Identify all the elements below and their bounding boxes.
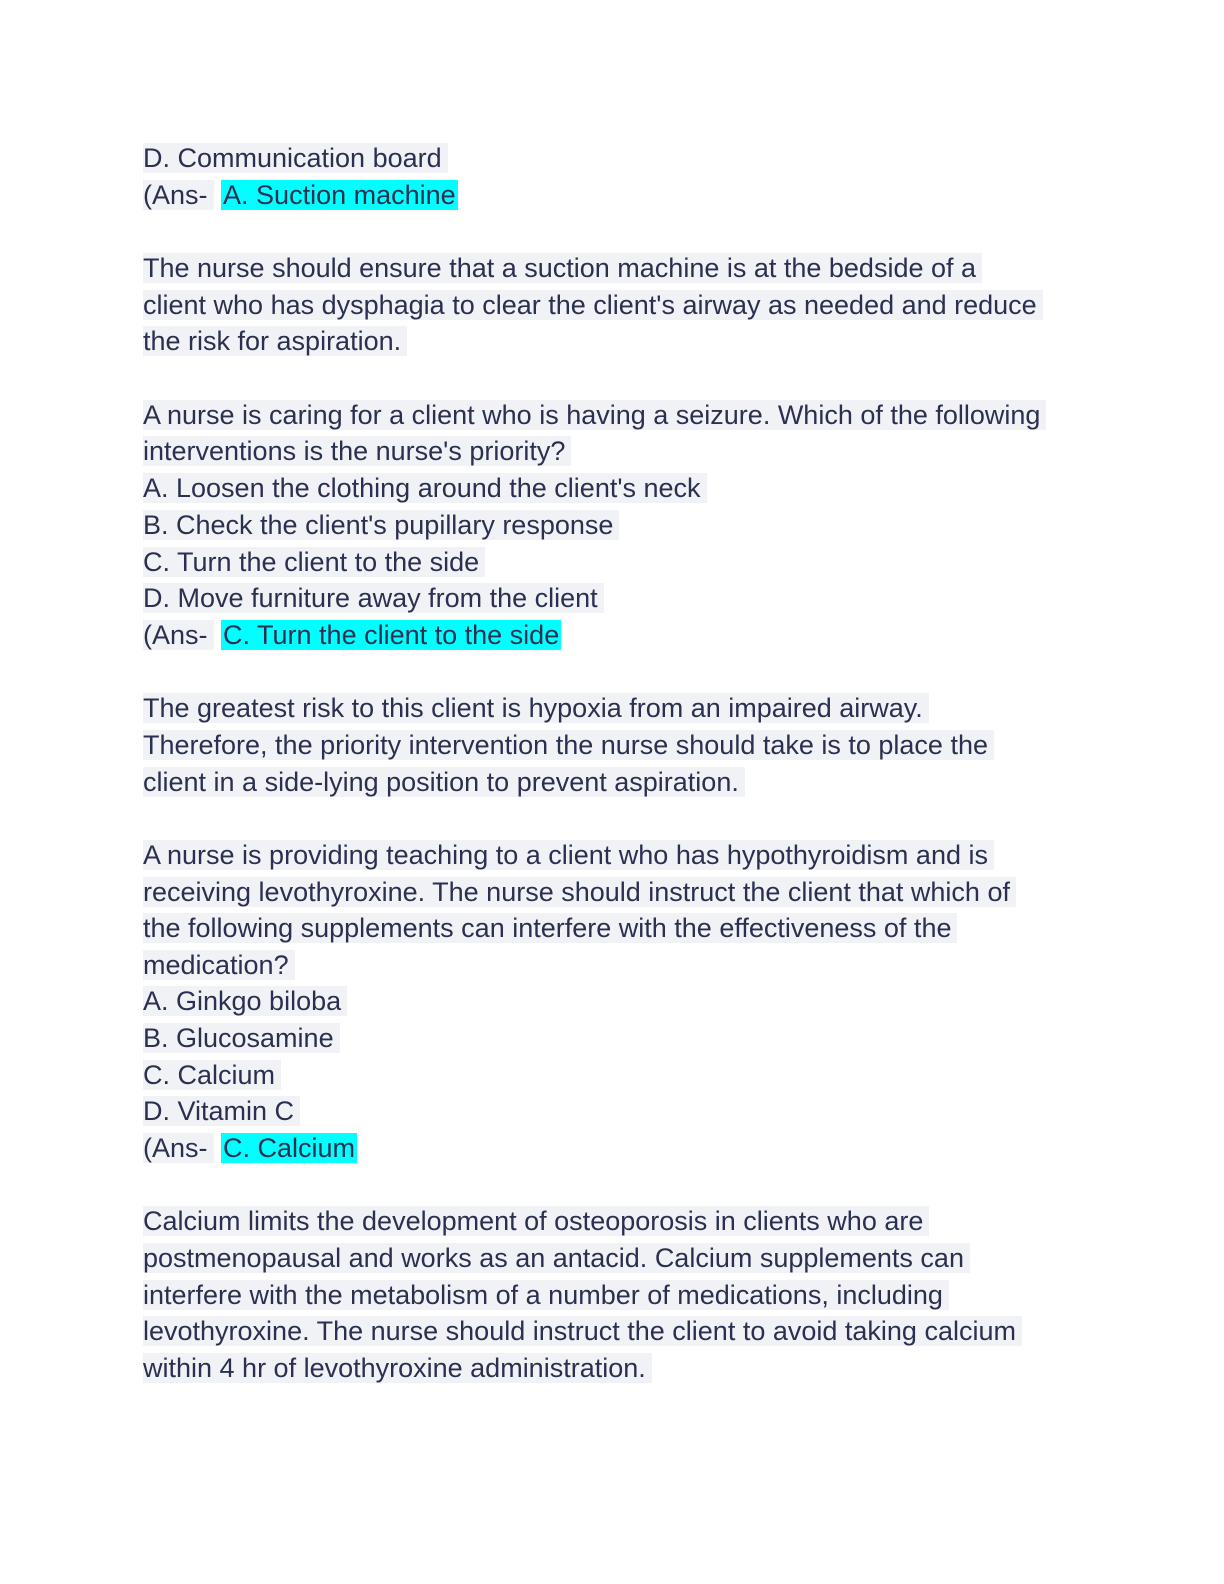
question-2-line-1: A nurse is caring for a client who is having a seizure. Which of the following bbox=[143, 397, 1046, 433]
rationale-3-line-1: Calcium limits the development of osteoporosis in clients who are bbox=[143, 1203, 929, 1239]
question-3-option-a: A. Ginkgo biloba bbox=[143, 983, 347, 1019]
question-2-option-a: A. Loosen the clothing around the client's neck bbox=[143, 470, 707, 506]
question-2-option-b: B. Check the client's pupillary response bbox=[143, 507, 619, 543]
rationale-3-line-3: interfere with the metabolism of a number of medications, including bbox=[143, 1277, 949, 1313]
question-3-line-2: receiving levothyroxine. The nurse should instruct the client that which of bbox=[143, 874, 1016, 910]
answer-prefix: (Ans- bbox=[143, 1133, 214, 1163]
question-2-option-d: D. Move furniture away from the client bbox=[143, 580, 604, 616]
rationale-1-line-3: the risk for aspiration. bbox=[143, 323, 407, 359]
answer-prefix: (Ans- bbox=[143, 180, 214, 210]
rationale-2-line-3: client in a side-lying position to prevent aspiration. bbox=[143, 764, 745, 800]
question-3-option-d: D. Vitamin C bbox=[143, 1093, 300, 1129]
question-3-option-c: C. Calcium bbox=[143, 1057, 281, 1093]
rationale-2-line-2: Therefore, the priority intervention the nurse should take is to place the bbox=[143, 727, 994, 763]
answer-line-2 bbox=[143, 617, 561, 653]
answer-prefix: (Ans- bbox=[143, 620, 214, 650]
question-2-option-c: C. Turn the client to the side bbox=[143, 544, 485, 580]
question-2-line-2: interventions is the nurse's priority? bbox=[143, 433, 571, 469]
highlighted-answer: A. Suction machine bbox=[223, 180, 456, 210]
rationale-3-line-5: within 4 hr of levothyroxine administration. bbox=[143, 1350, 652, 1386]
rationale-2-line-1: The greatest risk to this client is hypoxia from an impaired airway. bbox=[143, 690, 929, 726]
question-3-line-1: A nurse is providing teaching to a client who has hypothyroidism and is bbox=[143, 837, 994, 873]
answer-line-1 bbox=[143, 177, 458, 213]
rationale-1-line-2: client who has dysphagia to clear the client's airway as needed and reduce bbox=[143, 287, 1043, 323]
rationale-3-line-2: postmenopausal and works as an antacid. Calcium supplements can bbox=[143, 1240, 970, 1276]
answer-line-3 bbox=[143, 1130, 357, 1166]
rationale-1-line-1: The nurse should ensure that a suction machine is at the bedside of a bbox=[143, 250, 982, 286]
question-3-option-b: B. Glucosamine bbox=[143, 1020, 340, 1056]
option-d-communication-board: D. Communication board bbox=[143, 140, 448, 176]
highlighted-answer: C. Calcium bbox=[223, 1133, 356, 1163]
rationale-3-line-4: levothyroxine. The nurse should instruct the client to avoid taking calcium bbox=[143, 1313, 1022, 1349]
highlighted-answer: C. Turn the client to the side bbox=[223, 620, 560, 650]
question-3-line-3: the following supplements can interfere with the effectiveness of the bbox=[143, 910, 957, 946]
question-3-line-4: medication? bbox=[143, 947, 295, 983]
